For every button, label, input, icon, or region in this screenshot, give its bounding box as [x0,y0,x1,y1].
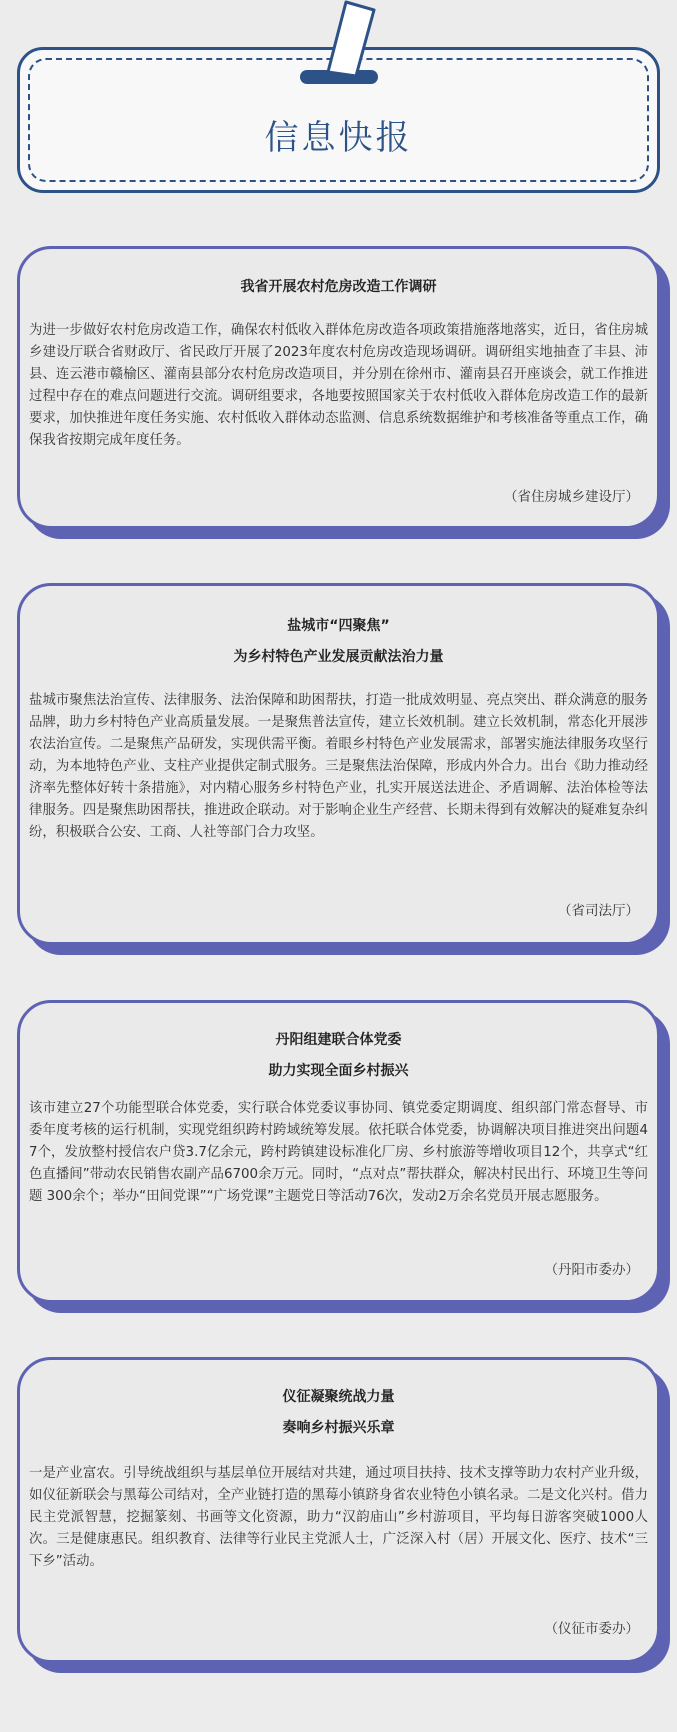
card-title [40,272,637,303]
card-text: 为进一步做好农村危房改造工作，确保农村低收入群体危房改造各项政策措施落地落实，近日，省住房城乡建设厅联合省财政厅、省民政厅开展了2023年度农村危房改造现场调研。调研组实地抽查了丰县、沛县、连云港市赣榆区、灌南县部分农村危房改造项目，并分别在徐州市、灌南县召开座谈会，就工作推进过程中存在的难点问题进行交流。调研组要求，各地要按照国家关于农村低收入群体危房改造工作的最新要求，加快推进年度任务实施、农村低收入群体动态监测、信息系统数据维护和考核准备等重点工作，确保我省按期完成年度任务。 [29,323,648,448]
news-card-1 [17,246,660,529]
card-title-line: 丹阳组建联合体党委 [275,1032,402,1048]
card-title-line: 为乡村特色产业发展贡献法治力量 [233,649,444,665]
card-body [17,1000,660,1303]
card-title-line: 仪征凝聚统战力量 [282,1389,395,1405]
card-body [17,1357,660,1663]
news-card-4 [17,1357,660,1663]
card-title [40,1382,637,1444]
page-title: 信息快报 [264,118,413,158]
card-body [17,583,660,945]
card-title-line: 我省开展农村危房改造工作调研 [240,279,437,295]
card-source: （丹阳市委办） [544,1262,639,1278]
news-card-3 [17,1000,660,1303]
card-title-line: 助力实现全面乡村振兴 [268,1063,409,1079]
clip-icon [298,0,380,90]
card-title-line: 奏响乡村振兴乐章 [282,1420,395,1436]
card-title [40,1025,637,1087]
news-card-2 [17,583,660,945]
card-text: 盐城市聚焦法治宣传、法律服务、法治保障和助困帮扶，打造一批成效明显、亮点突出、群众满意的服务品牌，助力乡村特色产业高质量发展。一是聚焦普法宣传，建立长效机制。建立长效机制，常态化开展涉农法治宣传。二是聚焦产品研发，实现供需平衡。着眼乡村特色产业发展需求，部署实施法律服务攻坚行动，为本地特色产业、支柱产业提供定制式服务。三是聚焦法治保障，形成内外合力。出台《助力推动经济率先整体好转十条措施》，对内精心服务乡村特色产业，扎实开展送法进企、矛盾调解、法治体检等法律服务。四是聚焦助困帮扶，推进政企联动。对于影响企业生产经营、长期未得到有效解决的疑难复杂纠纷，积极联合公安、工商、人社等部门合力攻坚。 [29,693,648,840]
card-body [17,246,660,529]
card-source: （省司法厅） [558,903,639,919]
card-title-line: 盐城市“四聚焦” [287,618,390,634]
card-text: 一是产业富农。引导统战组织与基层单位开展结对共建，通过项目扶持、技术支撑等助力农村产业升级，如仪征新联会与黑莓公司结对，全产业链打造的黑莓小镇跻身省农业特色小镇名录。二是文化兴村。借力民主党派智慧，挖掘篆刻、书画等文化资源，助力“汉韵庙山”乡村游项目，平均每日游客突破1000人次。三是健康惠民。组织教育、法律等行业民主党派人士，广泛深入村（居）开展文化、医疗、技术“三下乡”活动。 [29,1466,648,1569]
card-source: （省住房城乡建设厅） [504,489,639,505]
card-title [40,611,637,673]
card-text: 该市建立27个功能型联合体党委，实行联合体党委议事协同、镇党委定期调度、组织部门常态督导、市委年度考核的运行机制，实现党组织跨村跨域统筹发展。依托联合体党委，协调解决项目推进突出问题47个，发放整村授信农户贷3.7亿余元，跨村跨镇建设标准化厂房、乡村旅游等增收项目12个，共享式“红色直播间”带动农民销售农副产品6700余万元。同时，“点对点”帮扶群众，解决村民出行、环境卫生等问题 300余个；举办“田间党课”“广场党课”主题党日等活动76次，发动2万余名党员开展志愿服务。 [29,1101,648,1204]
card-source: （仪征市委办） [544,1621,639,1637]
